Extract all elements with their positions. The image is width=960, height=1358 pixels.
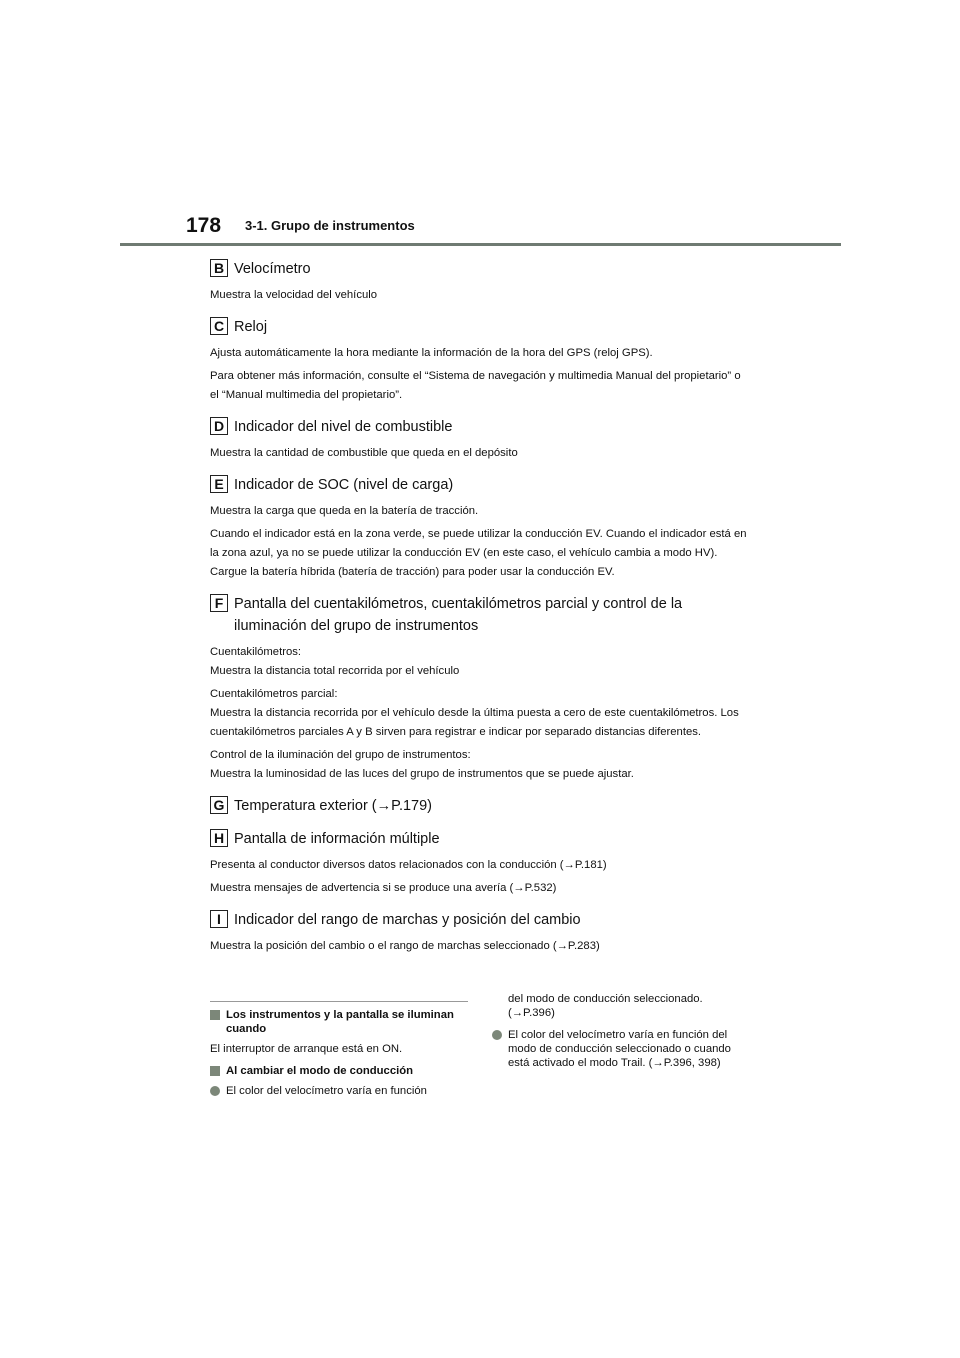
item-paragraph: Presenta al conductor diversos datos relacionados con la conducción (→P.181) <box>210 859 607 871</box>
item-paragraph: Muestra la velocidad del vehículo <box>210 289 378 301</box>
letter-badge: D <box>210 417 228 435</box>
letter-badge: C <box>210 317 228 335</box>
item-title: Indicador de SOC (nivel de carga) <box>234 477 454 493</box>
item-head <box>210 795 750 817</box>
item-head <box>210 258 750 280</box>
item-paragraph: Muestra la carga que queda en la batería de tracción. <box>210 505 479 517</box>
item-head <box>210 316 750 338</box>
item-title: Temperatura exterior (→P.179) <box>234 798 432 814</box>
square-bullet-icon <box>210 1066 220 1076</box>
item-head <box>210 474 750 496</box>
item-d <box>210 416 750 463</box>
item-title: Indicador del rango de marchas y posición del cambio <box>234 912 581 928</box>
notes-divider <box>210 1001 468 1002</box>
letter-badge: I <box>210 910 228 928</box>
note-heading <box>210 1064 468 1078</box>
item-paragraph: Para obtener más información, consulte el “Sistema de navegación y multimedia Manual del propietario” o el “Manual multimedia del propietario”. <box>210 370 741 401</box>
item-g <box>210 795 750 817</box>
item-f <box>210 593 750 784</box>
header-rule <box>120 243 841 246</box>
item-paragraph: Muestra la distancia recorrida por el vehículo desde la última puesta a cero de este cuentakilómetros. Los cuentakilómetros parciales A y B sirven para registrar e indicar por separado distancias diferentes. <box>210 707 739 738</box>
item-b <box>210 258 750 305</box>
item-title: Pantalla del cuentakilómetros, cuentakilómetros parcial y control de la iluminación del grupo de instrumentos <box>234 596 683 634</box>
letter-badge: B <box>210 259 228 277</box>
section-title: 3-1. Grupo de instrumentos <box>245 218 415 233</box>
item-paragraph: Muestra la posición del cambio o el rango de marchas seleccionado (→P.283) <box>210 940 600 952</box>
item-e <box>210 474 750 582</box>
item-paragraph: Cuentakilómetros parcial: <box>210 688 338 700</box>
note-bullet-text: El color del velocímetro varía en función del modo de conducción seleccionado o cuando está activado el modo Trail. (→P.396, 398) <box>508 1029 731 1069</box>
notes-left-column <box>210 1008 468 1106</box>
item-head <box>210 828 750 850</box>
item-head <box>210 909 750 931</box>
item-paragraph: Ajusta automáticamente la hora mediante la información de la hora del GPS (reloj GPS). <box>210 347 653 359</box>
circle-bullet-icon <box>210 1086 220 1096</box>
item-head <box>210 593 750 637</box>
note-bullet <box>210 1084 468 1098</box>
note-heading-text: Al cambiar el modo de conducción <box>226 1065 414 1077</box>
letter-badge: E <box>210 475 228 493</box>
note-bullet <box>492 1028 748 1070</box>
page-number: 178 <box>186 214 222 237</box>
main-content <box>210 258 750 967</box>
note-heading <box>210 1008 468 1036</box>
item-head <box>210 416 750 438</box>
item-title: Indicador del nivel de combustible <box>234 419 453 435</box>
item-title: Velocímetro <box>234 261 311 277</box>
item-c <box>210 316 750 405</box>
item-paragraph: Muestra mensajes de advertencia si se produce una avería (→P.532) <box>210 882 557 894</box>
letter-badge: G <box>210 796 228 814</box>
note-bullet-text: El color del velocímetro varía en función <box>226 1085 427 1097</box>
item-paragraph: Cuando el indicador está en la zona verde, se puede utilizar la conducción EV. Cuando el indicador está en la zona azul, ya no se puede utilizar la conducción EV (en este caso, el vehículo cambia a modo HV). Cargue la batería híbrida (batería de tracción) para poder usar la conducción EV. <box>210 528 747 578</box>
item-paragraph: Muestra la luminosidad de las luces del grupo de instrumentos que se puede ajustar. <box>210 768 634 780</box>
notes-right-column <box>492 992 748 1078</box>
circle-bullet-icon <box>492 1030 502 1040</box>
letter-badge: H <box>210 829 228 847</box>
item-h <box>210 828 750 898</box>
note-heading-text: Los instrumentos y la pantalla se iluminan cuando <box>226 1009 454 1035</box>
item-paragraph: Muestra la distancia total recorrida por el vehículo <box>210 665 460 677</box>
note-bullet-continuation: del modo de conducción seleccionado. (→P.396) <box>508 993 703 1019</box>
letter-badge: F <box>210 594 228 612</box>
item-paragraph: Control de la iluminación del grupo de instrumentos: <box>210 749 471 761</box>
note-text: El interruptor de arranque está en ON. <box>210 1043 403 1055</box>
item-paragraph: Cuentakilómetros: <box>210 646 302 658</box>
item-title: Pantalla de información múltiple <box>234 831 440 847</box>
square-bullet-icon <box>210 1010 220 1020</box>
item-i <box>210 909 750 956</box>
item-paragraph: Muestra la cantidad de combustible que queda en el depósito <box>210 447 518 459</box>
page-header <box>0 0 960 250</box>
item-title: Reloj <box>234 319 268 335</box>
